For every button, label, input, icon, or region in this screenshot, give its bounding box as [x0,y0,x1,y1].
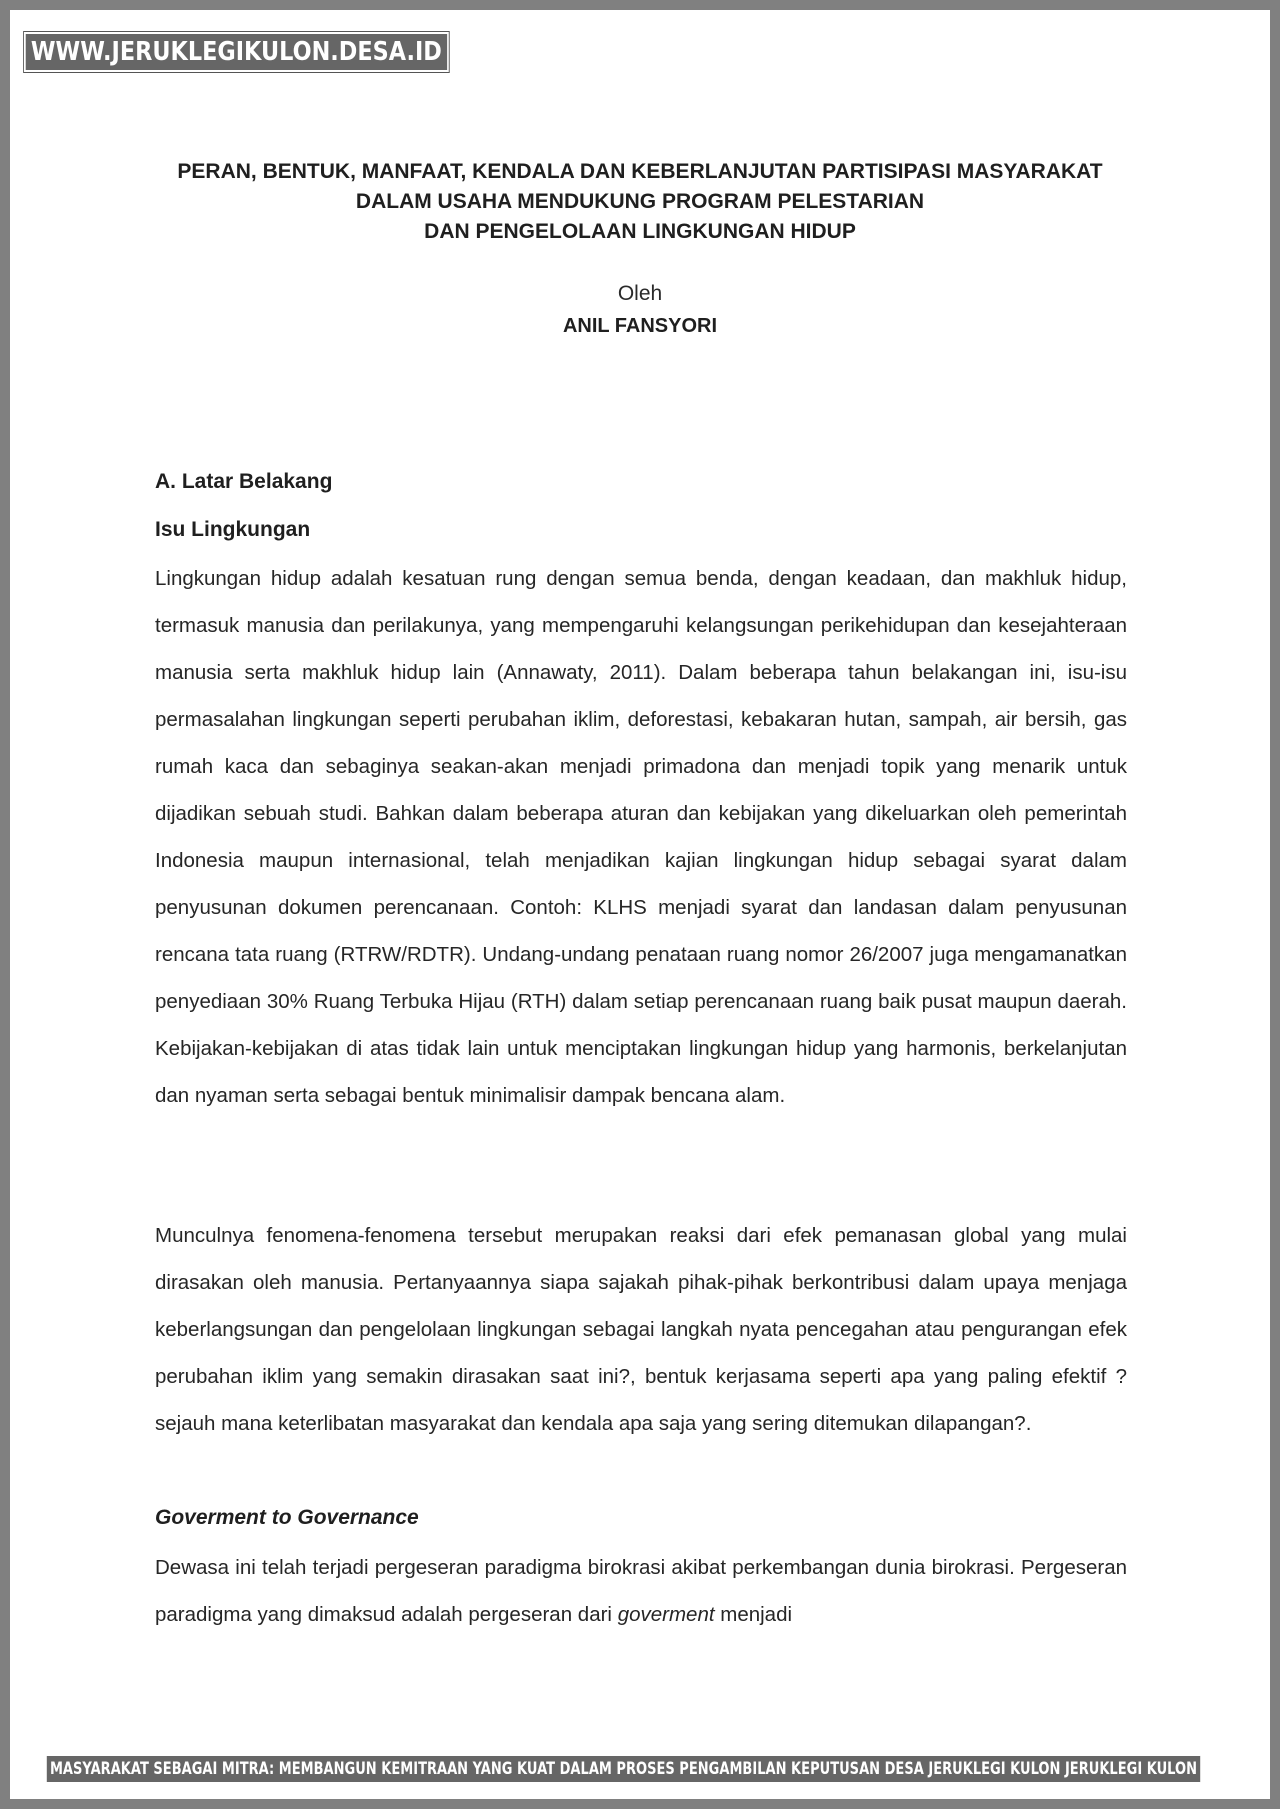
author-name: ANIL FANSYORI [562,315,718,337]
paragraph-2: Munculnya fenomena-fenomena tersebut merupakan reaksi dari efek pemanasan global yang mulai dirasakan oleh manusia. Pertanyaannya siapa sajakah pihak-pihak berkontribusi dalam upaya menjaga keberlangsungan dan pengelolaan lingkungan sebagai langkah nyata pencegahan atau pengurangan efek perubahan iklim yang semakin dirasakan saat ini?, bentuk kerjasama seperti apa yang paling efektif ? sejauh mana keterlibatan masyarakat dan kendala apa saja yang sering ditemukan dilapangan?. [155,1224,1127,1435]
subheading-governance: Goverment to Governance [155,1506,419,1529]
title-line-3: DAN PENGELOLAAN LINGKUNGAN HIDUP [424,220,856,243]
paragraph-3 [155,1544,1127,1638]
paragraph-3-italic-term: goverment [617,1603,715,1626]
by-label: Oleh [617,282,663,305]
subheading-environment-issues: Isu Lingkungan [155,518,311,541]
website-watermark-badge: WWW.JERUKLEGIKULON.DESA.ID [24,32,449,72]
title-line-2: DALAM USAHA MENDUKUNG PROGRAM PELESTARIAN [355,190,925,213]
title-line-1: PERAN, BENTUK, MANFAAT, KENDALA DAN KEBERLANJUTAN PARTISIPASI MASYARAKAT [177,160,1103,183]
bottom-caption-banner: MASYARAKAT SEBAGAI MITRA: MEMBANGUN KEMITRAAN YANG KUAT DALAM PROSES PENGAMBILAN KEPUTUSAN DESA JERUKLEGI KULON JERUKLEGI KULON [46,1755,1201,1783]
paragraph-1: Lingkungan hidup adalah kesatuan rung dengan semua benda, dengan keadaan, dan makhluk hidup, termasuk manusia dan perilakunya, yang mempengaruhi kelangsungan perikehidupan dan kesejahteraan manusia serta makhluk hidup lain (Annawaty, 2011). Dalam beberapa tahun belakangan ini, isu-isu permasalahan lingkungan seperti perubahan iklim, deforestasi, kebakaran hutan, sampah, air bersih, gas rumah kaca dan sebaginya seakan-akan menjadi primadona dan menjadi topik yang menarik untuk dijadikan sebuah studi. Bahkan dalam beberapa aturan dan kebijakan yang dikeluarkan oleh pemerintah Indonesia maupun internasional, telah menjadikan kajian lingkungan hidup sebagai syarat dalam penyusunan dokumen perencanaan. Contoh: KLHS menjadi syarat dan landasan dalam penyusunan rencana tata ruang (RTRW/RDTR). Undang-undang penataan ruang nomor 26/2007 juga mengamanatkan penyediaan 30% Ruang Terbuka Hijau (RTH) dalam setiap perencanaan ruang baik pusat maupun daerah. Kebijakan-kebijakan di atas tidak lain untuk menciptakan lingkungan hidup yang harmonis, berkelanjutan dan nyaman serta sebagai bentuk minimalisir dampak bencana alam. [155,567,1127,1107]
section-heading: A. Latar Belakang [155,470,333,493]
paragraph-3-end: menjadi [714,1603,793,1626]
paragraph-3-start: Dewasa ini telah terjadi pergeseran paradigma birokrasi akibat perkembangan dunia birokrasi. Pergeseran paradigma yang dimaksud adalah pergeseran dari [155,1556,1127,1626]
document-title [140,157,1140,247]
